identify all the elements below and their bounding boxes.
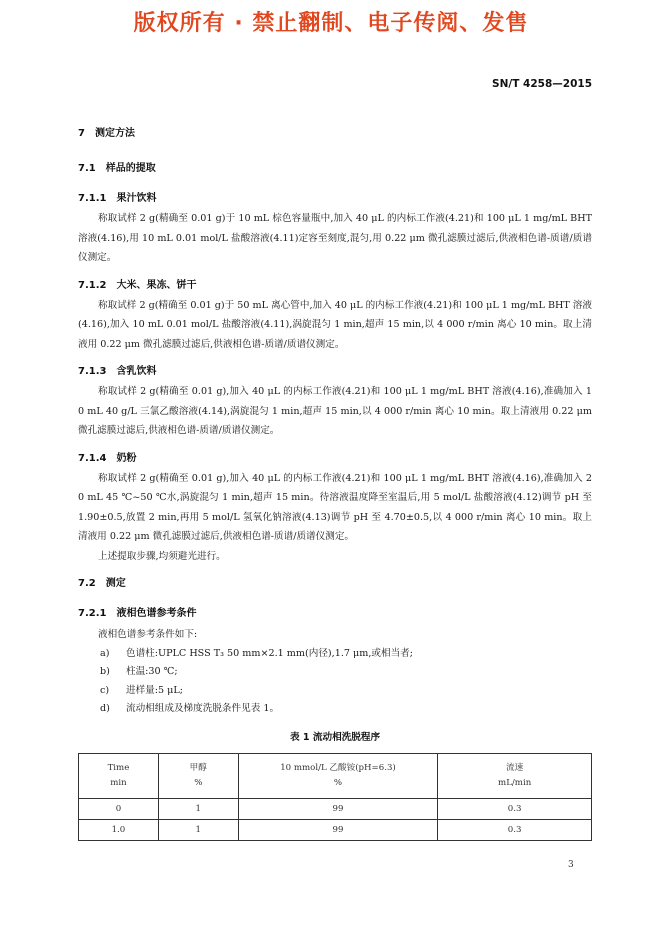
section-7-1-4-heading [78,449,592,464]
section-7-1-3-heading [78,362,592,377]
page-number: 3 [568,860,574,870]
list-item-label: c) [100,684,110,696]
section-7-1-3-text: 称取试样 2 g(精确至 0.01 g),加入 40 μL 的内标工作液(4.21)和 100 μL 1 mg/mL BHT 溶液(4.16),准确加入 10 mL 40 g/L 三氯乙酸溶液(4.14),涡旋混匀 1 min,超声 15 min,以 4 000 r/min 离心 10 min。取上清液用 0.22 μm 微孔滤膜过滤后,供液相色谱-质谱/质谱仪测定。 [78,386,592,436]
table-cell: 0.3 [438,798,592,819]
list-item-text: 色谱柱:UPLC HSS T₃ 50 mm×2.1 mm(内径),1.7 μm,或相当者; [126,647,414,659]
table-row [79,798,592,819]
header-line: 甲醇 [189,762,207,773]
standard-code: SN/T 4258—2015 [492,78,592,90]
section-number: 7.1.2 [78,279,107,291]
table-cell: 99 [238,798,438,819]
lc-conditions-intro: 液相色谱参考条件如下: [98,629,198,640]
section-7-1-2-heading [78,276,592,291]
section-7-1-heading [78,159,592,174]
section-7-1-1-heading [78,189,592,204]
table-cell: 99 [238,819,438,840]
list-item [78,663,592,682]
section-number: 7.1.3 [78,366,107,377]
header-unit: % [194,777,203,788]
list-item-text: 柱温:30 ℃; [126,666,178,677]
section-title: 奶粉 [116,452,137,464]
table-header-cell [79,753,159,798]
section-title: 大米、果冻、饼干 [116,279,197,291]
section-title: 测定方法 [94,128,135,139]
section-number: 7.1.1 [78,193,107,204]
section-7-2-1-heading [78,604,592,619]
section-7-1-1-text: 称取试样 2 g(精确至 0.01 g)于 10 mL 棕色容量瓶中,加入 40 μL 的内标工作液(4.21)和 100 μL 1 mg/mL BHT 溶液(4.16),用 10 mL 0.01 mol/L 盐酸溶液(4.11)定容至刻度,混匀,用 0.22 μm 微孔滤膜过滤后,供液相色谱-质谱/质谱仪测定。 [78,213,592,263]
section-number: 7 [78,128,85,139]
section-title: 含乳饮料 [116,366,157,377]
list-item-text: 流动相组成及梯度洗脱条件见表 1。 [126,703,280,714]
table-cell: 0 [79,798,159,819]
list-item-label: b) [100,666,110,677]
list-item-label: d) [100,703,110,714]
list-item [78,682,592,701]
table-cell: 0.3 [438,819,592,840]
list-item-text: 进样量:5 μL; [126,684,184,696]
section-title: 样品的提取 [105,163,156,174]
section-title: 液相色谱参考条件 [116,608,197,619]
section-number: 7.1.4 [78,452,107,464]
header-unit: % [333,777,343,788]
lc-conditions-list [78,645,592,719]
table-header-row [79,753,592,798]
header-unit: mL/min [498,777,532,788]
section-7-1-4-note: 上述提取步骤,均须避光进行。 [98,550,226,562]
section-7-1-4-text: 称取试样 2 g(精确至 0.01 g),加入 40 μL 的内标工作液(4.21)和 100 μL 1 mg/mL BHT 溶液(4.16),准确加入 20 mL 45 ℃~50 ℃水,涡旋混匀 1 min,超声 15 min。待溶液温度降至室温后,用 5 mol/L 盐酸溶液(4.12)调节 pH 至 1.90±0.5,放置 2 min,再用 5 mol/L 氢氧化钠溶液(4.13)调节 pH 至 4.70±0.5,以 4 000 r/min 离心 10 min。取上清液用 0.22 μm 微孔滤膜过滤后,供液相色谱-质谱/质谱仪测定。 [78,472,592,542]
header-unit: min [110,777,127,788]
table-cell: 1 [158,798,238,819]
watermark-banner: 版权所有 · 禁止翻制、电子传阅、发售 [133,11,529,36]
section-number: 7.1 [78,163,96,174]
section-7-1-2-text: 称取试样 2 g(精确至 0.01 g)于 50 mL 离心管中,加入 40 μL 的内标工作液(4.21)和 100 μL 1 mg/mL BHT 溶液(4.16),加入 10 mL 0.01 mol/L 盐酸溶液(4.11),涡旋混匀 1 min,超声 15 min,以 4 000 r/min 离心 10 min。取上清液用 0.22 μm 微孔滤膜过滤后,供液相色谱-质谱/质谱仪测定。 [78,299,592,350]
table-caption: 表 1 流动相洗脱程序 [289,731,381,743]
table-row [79,819,592,840]
header-line: Time [107,762,130,773]
table-header-cell [238,753,438,798]
section-7-heading [78,124,592,139]
table-header-cell [438,753,592,798]
section-title: 果汁饮料 [116,193,157,204]
list-item-label: a) [100,647,110,659]
header-line: 10 mmol/L 乙酸铵(pH=6.3) [280,762,396,773]
section-7-2-heading [78,574,592,589]
section-number: 7.2.1 [78,608,107,619]
elution-program-table [78,753,592,841]
section-title: 测定 [105,578,126,589]
table-header-cell [158,753,238,798]
section-number: 7.2 [78,578,96,589]
table-cell: 1.0 [79,819,159,840]
list-item [78,645,592,664]
document-body [78,124,592,841]
list-item [78,700,592,719]
header-line: 流速 [506,762,524,773]
table-cell: 1 [158,819,238,840]
